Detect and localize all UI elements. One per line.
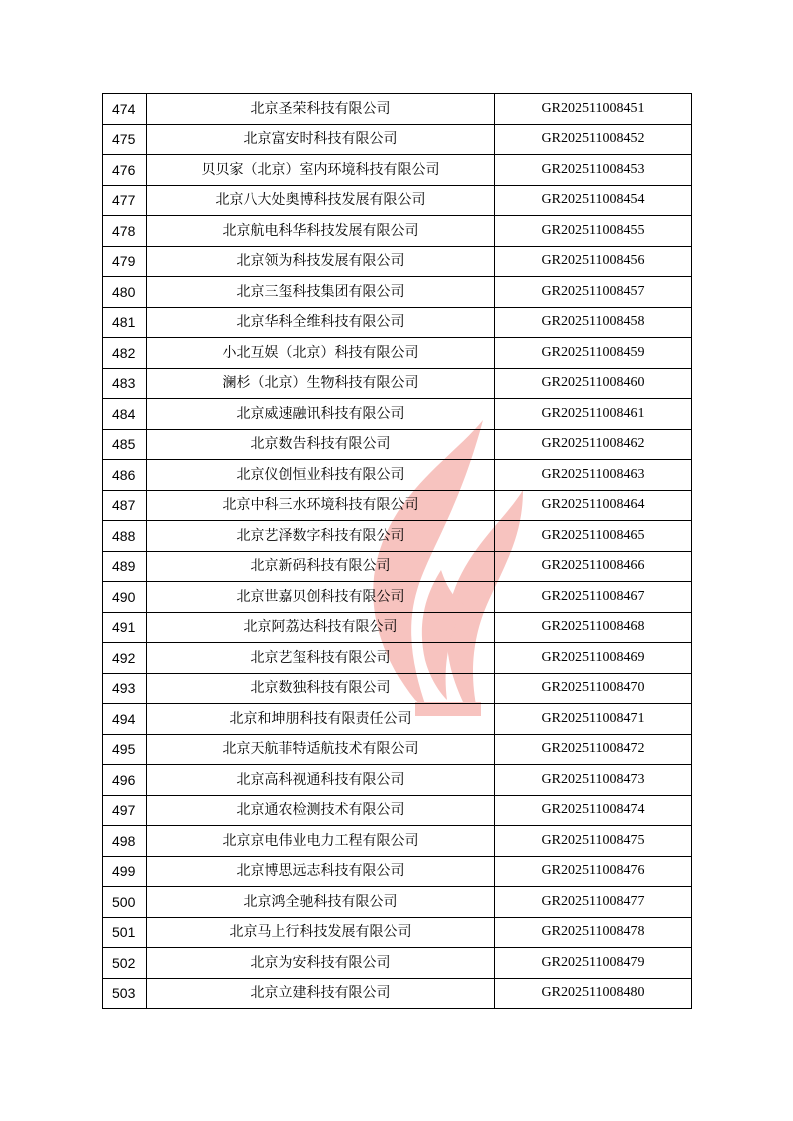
table-row <box>103 185 692 216</box>
certificate-code-cell: GR202511008452 <box>495 124 692 155</box>
table-row <box>103 246 692 277</box>
company-name-cell: 北京数告科技有限公司 <box>147 429 495 460</box>
row-number-cell: 489 <box>103 551 147 582</box>
company-name-cell: 北京艺玺科技有限公司 <box>147 643 495 674</box>
table-row <box>103 582 692 613</box>
certificate-code-cell: GR202511008451 <box>495 94 692 125</box>
certificate-code-cell: GR202511008475 <box>495 826 692 857</box>
table-row <box>103 948 692 979</box>
certificate-code-cell: GR202511008465 <box>495 521 692 552</box>
certificate-code-cell: GR202511008474 <box>495 795 692 826</box>
certificate-code-cell: GR202511008476 <box>495 856 692 887</box>
certificate-code-cell: GR202511008457 <box>495 277 692 308</box>
row-number-cell: 478 <box>103 216 147 247</box>
certificate-code-cell: GR202511008469 <box>495 643 692 674</box>
row-number-cell: 479 <box>103 246 147 277</box>
certificate-code-cell: GR202511008472 <box>495 734 692 765</box>
row-number-cell: 493 <box>103 673 147 704</box>
row-number-cell: 503 <box>103 978 147 1009</box>
company-name-cell: 北京为安科技有限公司 <box>147 948 495 979</box>
company-name-cell: 北京新码科技有限公司 <box>147 551 495 582</box>
certificate-code-cell: GR202511008480 <box>495 978 692 1009</box>
certificate-code-cell: GR202511008468 <box>495 612 692 643</box>
company-table <box>102 93 692 1009</box>
row-number-cell: 480 <box>103 277 147 308</box>
table-row <box>103 307 692 338</box>
company-name-cell: 北京鸿全驰科技有限公司 <box>147 887 495 918</box>
row-number-cell: 498 <box>103 826 147 857</box>
certificate-code-cell: GR202511008462 <box>495 429 692 460</box>
company-name-cell: 北京富安时科技有限公司 <box>147 124 495 155</box>
company-name-cell: 北京和坤朋科技有限责任公司 <box>147 704 495 735</box>
table-row <box>103 429 692 460</box>
table-row <box>103 155 692 186</box>
row-number-cell: 475 <box>103 124 147 155</box>
certificate-code-cell: GR202511008467 <box>495 582 692 613</box>
company-name-cell: 北京通农检测技术有限公司 <box>147 795 495 826</box>
company-name-cell: 北京威速融讯科技有限公司 <box>147 399 495 430</box>
certificate-code-cell: GR202511008458 <box>495 307 692 338</box>
row-number-cell: 484 <box>103 399 147 430</box>
certificate-code-cell: GR202511008463 <box>495 460 692 491</box>
table-row <box>103 978 692 1009</box>
table-body <box>103 94 692 1009</box>
certificate-code-cell: GR202511008461 <box>495 399 692 430</box>
table-row <box>103 734 692 765</box>
company-name-cell: 北京数独科技有限公司 <box>147 673 495 704</box>
table-row <box>103 704 692 735</box>
row-number-cell: 477 <box>103 185 147 216</box>
row-number-cell: 499 <box>103 856 147 887</box>
row-number-cell: 491 <box>103 612 147 643</box>
company-name-cell: 北京博思远志科技有限公司 <box>147 856 495 887</box>
table-row <box>103 765 692 796</box>
certificate-code-cell: GR202511008470 <box>495 673 692 704</box>
row-number-cell: 483 <box>103 368 147 399</box>
row-number-cell: 496 <box>103 765 147 796</box>
table-row <box>103 673 692 704</box>
table-row <box>103 490 692 521</box>
table-row <box>103 277 692 308</box>
table-row <box>103 399 692 430</box>
row-number-cell: 485 <box>103 429 147 460</box>
company-name-cell: 北京世嘉贝创科技有限公司 <box>147 582 495 613</box>
certificate-code-cell: GR202511008471 <box>495 704 692 735</box>
company-name-cell: 北京华科全维科技有限公司 <box>147 307 495 338</box>
table-row <box>103 887 692 918</box>
row-number-cell: 502 <box>103 948 147 979</box>
table-row <box>103 368 692 399</box>
company-name-cell: 北京航电科华科技发展有限公司 <box>147 216 495 247</box>
row-number-cell: 492 <box>103 643 147 674</box>
certificate-code-cell: GR202511008453 <box>495 155 692 186</box>
row-number-cell: 481 <box>103 307 147 338</box>
certificate-code-cell: GR202511008466 <box>495 551 692 582</box>
table-row <box>103 94 692 125</box>
table-row <box>103 643 692 674</box>
table-row <box>103 551 692 582</box>
table-row <box>103 124 692 155</box>
certificate-code-cell: GR202511008473 <box>495 765 692 796</box>
company-name-cell: 北京中科三水环境科技有限公司 <box>147 490 495 521</box>
certificate-code-cell: GR202511008459 <box>495 338 692 369</box>
company-name-cell: 北京立建科技有限公司 <box>147 978 495 1009</box>
company-name-cell: 北京三玺科技集团有限公司 <box>147 277 495 308</box>
company-name-cell: 澜杉（北京）生物科技有限公司 <box>147 368 495 399</box>
row-number-cell: 497 <box>103 795 147 826</box>
company-name-cell: 贝贝家（北京）室内环境科技有限公司 <box>147 155 495 186</box>
certificate-code-cell: GR202511008460 <box>495 368 692 399</box>
row-number-cell: 500 <box>103 887 147 918</box>
certificate-code-cell: GR202511008479 <box>495 948 692 979</box>
company-name-cell: 北京艺泽数字科技有限公司 <box>147 521 495 552</box>
company-name-cell: 北京天航菲特适航技术有限公司 <box>147 734 495 765</box>
row-number-cell: 486 <box>103 460 147 491</box>
table-row <box>103 917 692 948</box>
company-name-cell: 北京仪创恒业科技有限公司 <box>147 460 495 491</box>
company-name-cell: 北京高科视通科技有限公司 <box>147 765 495 796</box>
certificate-code-cell: GR202511008454 <box>495 185 692 216</box>
certificate-code-cell: GR202511008464 <box>495 490 692 521</box>
table-row <box>103 795 692 826</box>
company-name-cell: 小北互娱（北京）科技有限公司 <box>147 338 495 369</box>
company-name-cell: 北京京电伟业电力工程有限公司 <box>147 826 495 857</box>
company-name-cell: 北京马上行科技发展有限公司 <box>147 917 495 948</box>
table-row <box>103 826 692 857</box>
company-name-cell: 北京圣荣科技有限公司 <box>147 94 495 125</box>
row-number-cell: 494 <box>103 704 147 735</box>
certificate-code-cell: GR202511008456 <box>495 246 692 277</box>
row-number-cell: 501 <box>103 917 147 948</box>
certificate-code-cell: GR202511008477 <box>495 887 692 918</box>
table-row <box>103 338 692 369</box>
row-number-cell: 488 <box>103 521 147 552</box>
company-name-cell: 北京八大处奥博科技发展有限公司 <box>147 185 495 216</box>
table-row <box>103 521 692 552</box>
company-name-cell: 北京阿荔达科技有限公司 <box>147 612 495 643</box>
table-row <box>103 216 692 247</box>
row-number-cell: 490 <box>103 582 147 613</box>
row-number-cell: 482 <box>103 338 147 369</box>
table-row <box>103 856 692 887</box>
row-number-cell: 487 <box>103 490 147 521</box>
company-name-cell: 北京领为科技发展有限公司 <box>147 246 495 277</box>
row-number-cell: 476 <box>103 155 147 186</box>
table-row <box>103 460 692 491</box>
row-number-cell: 474 <box>103 94 147 125</box>
certificate-code-cell: GR202511008455 <box>495 216 692 247</box>
certificate-code-cell: GR202511008478 <box>495 917 692 948</box>
table-row <box>103 612 692 643</box>
row-number-cell: 495 <box>103 734 147 765</box>
